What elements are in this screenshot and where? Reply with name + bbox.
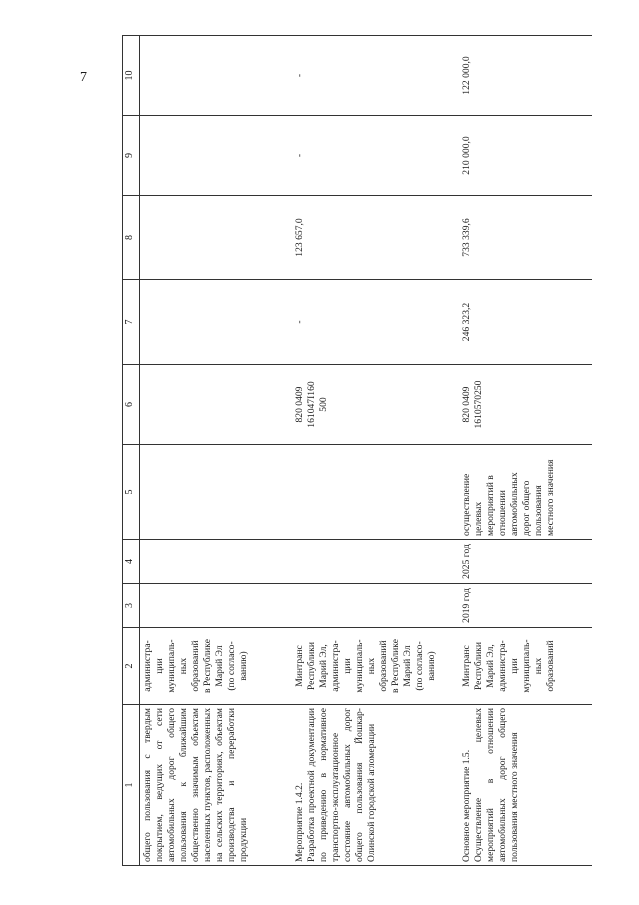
executor-cell: Минтранс Республики Марий Эл, администра- ции муниципаль- ных образований в Республике Марий Эл (по согласо- ванию)	[292, 628, 459, 705]
table-row	[292, 36, 459, 866]
column-header: 4	[123, 540, 140, 584]
column-header: 7	[123, 280, 140, 365]
rotated-table-canvas	[122, 36, 606, 866]
executor-cell: администра- ции муниципаль- ных образований в Республике Марий Эл (по согласо- ванию)	[140, 628, 293, 705]
end-year-cell: 2025 год	[459, 540, 592, 584]
result-cell: осуществление целевых мероприятий в отношении автомобильных дорог общего пользования местного значения	[459, 445, 592, 540]
column-header: 1	[123, 705, 140, 866]
amount-col7-cell	[140, 280, 293, 365]
amount-col8-cell: 123 657,0	[292, 196, 459, 280]
budget-code-cell: 820 0409 1610570250	[459, 365, 592, 445]
budget-code-cell	[140, 365, 293, 445]
amount-col7-cell: -	[292, 280, 459, 365]
amount-col9-cell: -	[292, 116, 459, 196]
activity-description: общего пользования с твердым покрытием, ведущих от сети автомобильных дорог общего пользования к ближайшим общественно значимым объектам населенных пунктов, расположенных на сельских территориях, объектам производства и переработки продукции	[140, 705, 293, 866]
end-year-cell	[140, 540, 293, 584]
amount-col10-cell	[140, 36, 293, 116]
budget-code-cell: 820 0409 161047I160 500	[292, 365, 459, 445]
column-header: 6	[123, 365, 140, 445]
amount-col8-cell: 733 339,6	[459, 196, 592, 280]
start-year-cell	[292, 584, 459, 628]
activities-table	[122, 35, 592, 866]
column-header: 9	[123, 116, 140, 196]
result-cell	[292, 445, 459, 540]
start-year-cell: 2019 год	[459, 584, 592, 628]
amount-col9-cell: 210 000,0	[459, 116, 592, 196]
result-cell	[140, 445, 293, 540]
amount-col10-cell: -	[292, 36, 459, 116]
executor-cell: Минтранс Республики Марий Эл, администра- ции муниципаль- ных образований	[459, 628, 592, 705]
end-year-cell	[292, 540, 459, 584]
table-row	[459, 36, 592, 866]
start-year-cell	[140, 584, 293, 628]
page-number: 7	[80, 70, 87, 85]
amount-col10-cell: 122 000,0	[459, 36, 592, 116]
column-header: 10	[123, 36, 140, 116]
amount-col7-cell: 246 323,2	[459, 280, 592, 365]
activity-description: Мероприятие 1.4.2. Разработка проектной документации по приведению в нормативное транспортно-эксплуатационное состояние автомобильных дорог общего пользования Йошкар-Олинской городской агломерации	[292, 705, 459, 866]
column-header: 3	[123, 584, 140, 628]
amount-col8-cell	[140, 196, 293, 280]
column-header: 2	[123, 628, 140, 705]
column-header: 5	[123, 445, 140, 540]
table-row	[140, 36, 293, 866]
column-number-row	[123, 36, 140, 866]
activity-description: Основное мероприятие 1.5. Осуществление целевых мероприятий в отношении автомобильных дорог общего пользования местного значения	[459, 705, 592, 866]
amount-col9-cell	[140, 116, 293, 196]
column-header: 8	[123, 196, 140, 280]
